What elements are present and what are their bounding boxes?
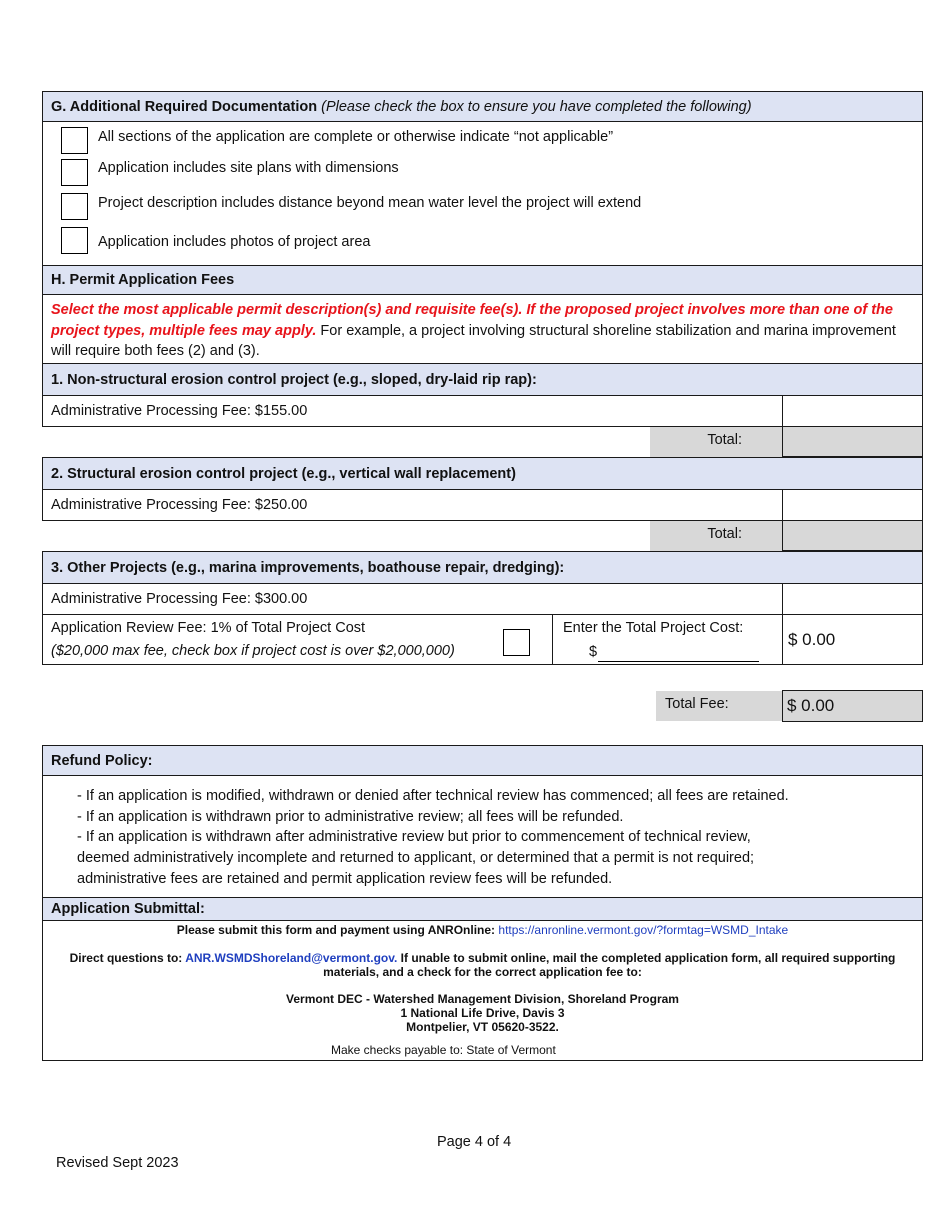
direct-prefix: Direct questions to: (69, 951, 186, 965)
fee2-header (42, 457, 923, 490)
anronline-link[interactable]: https://anronline.vermont.gov/?formtag=WSMD_Intake (498, 923, 789, 937)
submittal-header (43, 898, 922, 921)
fee2-title: 2. Structural erosion control project (e.g., vertical wall replacement) (51, 465, 516, 482)
fee2-total-value (782, 520, 923, 551)
page-number: Page 4 of 4 (437, 1134, 512, 1150)
email-link[interactable]: ANR.WSMDShoreland@vermont.gov. (185, 951, 398, 965)
checkbox-distance-description[interactable] (61, 193, 88, 220)
fee3-review-value: $ 0.00 (788, 630, 836, 649)
section-h-header (43, 266, 922, 295)
submittal-title: Application Submittal: (51, 901, 205, 917)
mailing-address (43, 993, 922, 1034)
address-line-2: 1 National Life Drive, Davis 3 (400, 1005, 565, 1020)
submit-line (43, 923, 922, 937)
fee3-title: 3. Other Projects (e.g., marina improvements, boathouse repair, dredging): (51, 559, 565, 576)
refund-line-3: - If an application is withdrawn after administrative review but prior to commencement of technical review, (77, 829, 751, 846)
fee3-dollar-sign: $ (589, 644, 598, 660)
fee1-admin-label: Administrative Processing Fee: $155.00 (51, 403, 308, 419)
refund-line-4: deemed administratively incomplete and returned to applicant, or determined that a permit is not required; (77, 850, 755, 867)
checklist-item-3: Project description includes distance beyond mean water level the project will extend (98, 195, 642, 211)
fee1-header (42, 363, 923, 396)
checkbox-cost-over-2m[interactable] (503, 629, 530, 656)
direct-line-2: materials, and a check for the correct application fee to: (323, 964, 642, 979)
checklist-item-2: Application includes site plans with dimensions (98, 160, 399, 176)
refund-line-1: - If an application is modified, withdrawn or denied after technical review has commenced; all fees are retained. (77, 788, 789, 804)
fee3-review-value-cell (782, 614, 923, 665)
direct-questions (43, 952, 922, 979)
payable-text: Make checks payable to: State of Vermont (331, 1043, 556, 1057)
checklist-item-1: All sections of the application are complete or otherwise indicate “not applicable” (98, 129, 614, 145)
fee3-header (42, 551, 923, 584)
direct-suffix: If unable to submit online, mail the completed application form, all required supporting (397, 951, 896, 965)
total-fee-label: Total Fee: (665, 696, 729, 712)
section-g-note: (Please check the box to ensure you have completed the following) (321, 98, 752, 115)
checkbox-sections-complete[interactable] (61, 127, 88, 154)
section-g-title: G. Additional Required Documentation (51, 98, 318, 115)
fee3-review-line2: ($20,000 max fee, check box if project cost is over $2,000,000) (51, 643, 455, 659)
fee2-admin-label: Administrative Processing Fee: $250.00 (51, 497, 308, 513)
address-line-1: Vermont DEC - Watershed Management Division, Shoreland Program (286, 992, 679, 1006)
revised-date: Revised Sept 2023 (56, 1155, 179, 1171)
fee3-admin-row (42, 583, 783, 615)
fee3-admin-label: Administrative Processing Fee: $300.00 (51, 591, 308, 607)
checklist-item-4: Application includes photos of project area (98, 234, 371, 250)
submit-text: Please submit this form and payment using ANROnline: (176, 923, 499, 937)
section-h-title: H. Permit Application Fees (51, 272, 235, 288)
fee1-total-label: Total: (707, 432, 742, 448)
submittal-box (42, 897, 923, 1061)
section-h-red-text: Select the most applicable permit description(s) and requisite fee(s). If the proposed project involves more than one of the project types, multiple fees may apply. (51, 302, 893, 339)
refund-header (43, 746, 922, 776)
refund-line-2: - If an application is withdrawn prior to administrative review; all fees will be refunded. (77, 808, 624, 825)
section-h-instructions (51, 300, 916, 362)
refund-body (77, 786, 789, 890)
fee2-total-label-cell (650, 521, 782, 551)
fee2-admin-row (42, 489, 783, 521)
fee1-admin-row (42, 395, 783, 427)
fee3-cost-label: Enter the Total Project Cost: (563, 620, 744, 636)
total-fee-value-cell (782, 690, 923, 722)
fee1-admin-value[interactable] (782, 395, 923, 427)
total-fee-value: $ 0.00 (787, 696, 835, 715)
checkbox-photos[interactable] (61, 227, 88, 254)
checkbox-site-plans[interactable] (61, 159, 88, 186)
section-h-normal-text: For example, a project involving structural shoreline stabilization and marina improvement will require both fees (2) and (3). (51, 322, 896, 359)
refund-title: Refund Policy: (51, 752, 153, 769)
fee3-review-line1: Application Review Fee: 1% of Total Project Cost (51, 620, 366, 636)
address-line-3: Montpelier, VT 05620-3522. (406, 1019, 559, 1034)
project-cost-input[interactable] (598, 644, 759, 662)
fee1-title: 1. Non-structural erosion control project (e.g., sloped, dry-laid rip rap): (51, 371, 537, 388)
fee1-total-value (782, 426, 923, 457)
section-g-header (43, 92, 922, 122)
fee2-admin-value[interactable] (782, 489, 923, 521)
fee1-total-label-cell (650, 427, 782, 457)
fee3-admin-value[interactable] (782, 583, 923, 615)
refund-line-5: administrative fees are retained and permit application review fees will be refunded. (77, 870, 613, 887)
fee2-total-label: Total: (707, 526, 742, 542)
total-fee-label-cell (656, 691, 782, 721)
